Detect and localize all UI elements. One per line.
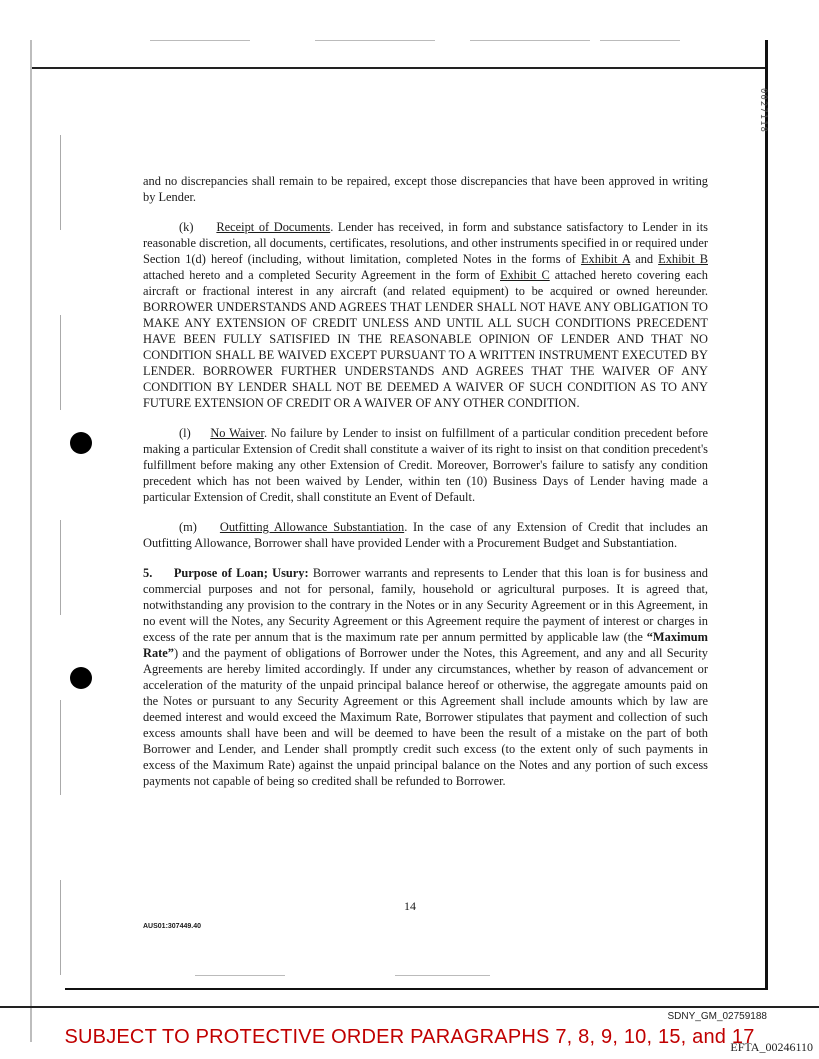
page-number: 14 bbox=[404, 899, 416, 913]
scan-artifact bbox=[60, 315, 61, 410]
scan-artifact bbox=[315, 40, 435, 41]
efta-id: EFTA_00246110 bbox=[730, 1040, 813, 1054]
scan-border-bottom bbox=[65, 988, 765, 990]
document-body bbox=[143, 173, 708, 803]
scan-border-right bbox=[765, 40, 768, 990]
scan-artifact bbox=[600, 40, 680, 41]
k-and: and bbox=[630, 252, 659, 266]
scan-border-left bbox=[30, 40, 32, 1042]
scan-artifact bbox=[60, 880, 61, 975]
protective-order-notice: SUBJECT TO PROTECTIVE ORDER PARAGRAPHS 7, 8, 9, 10, 15, and 17 bbox=[64, 1026, 755, 1048]
exhibit-b-ref: Exhibit B bbox=[658, 252, 708, 266]
punch-hole bbox=[70, 667, 92, 689]
maximum-rate-term: “Maximum Rate” bbox=[143, 630, 708, 660]
k-text-3: attached hereto covering each aircraft or fractional interest in any aircraft (and related equipment) to be acquired or owned hereunder. BORROWER UNDERSTANDS AND AGREES THAT LENDER SHALL NOT HAVE ANY OBLIGATION TO MAKE ANY EXTENSION OF CREDIT UNLESS AND UNTIL ALL SUCH CONDITIONS PRECEDENT HAVE BEEN FULLY SATISFIED IN THE REASONABLE OPINION OF LENDER AND THAT NO CONDITION SHALL BE WAIVED EXCEPT PURSUANT TO A WRITTEN INSTRUMENT EXECUTED BY LENDER. BORROWER FURTHER UNDERSTANDS AND AGREES THAT THE WAIVER OF ANY CONDITION BY LENDER SHALL NOT BE DEEMED A WAIVER OF SUCH CONDITION AS TO ANY FUTURE EXTENSION OF CREDIT OR A WAIVER OF ANY OTHER CONDITION. bbox=[143, 268, 708, 410]
page-divider bbox=[0, 1006, 819, 1008]
section-5-number: 5. bbox=[143, 566, 153, 580]
document-id: AUS01:307449.40 bbox=[143, 923, 201, 930]
intro-text: and no discrepancies shall remain to be repaired, except those discrepancies that have been approved in writing by Lender. bbox=[143, 174, 708, 204]
k-text: . Lender has received, in form and substance satisfactory to Lender in its reasonable discretion, all documents, certificates, resolutions, and other instruments specified in or required under Section 1(d) hereof (including, without limitation, completed Notes in the forms of bbox=[143, 220, 708, 266]
l-label: (l) bbox=[179, 426, 191, 440]
section-5-title: Purpose of Loan; Usury: bbox=[173, 566, 309, 580]
vertical-bates-stamp: 0027118 bbox=[758, 88, 768, 133]
scan-artifact bbox=[60, 520, 61, 615]
punch-hole bbox=[70, 432, 92, 454]
scan-artifact bbox=[195, 975, 285, 976]
m-text: . In the case of any Extension of Credit that includes an Outfitting Allowance, Borrower shall have provided Lender with a Procurement Budget and Substantiation. bbox=[143, 520, 708, 550]
k-title: Receipt of Documents bbox=[216, 220, 331, 234]
paragraph-l bbox=[143, 425, 708, 505]
scan-border-top bbox=[32, 67, 767, 69]
section-5-text: Borrower warrants and represents to Lender that this loan is for business and commercial purposes and not for personal, family, household or agricultural purposes. It is agreed that, notwithstanding any provision to the contrary in the Notes or in any Security Agreement or in this Agreement, in no event will the Notes, any Security Agreement or this Agreement require the payment of interest or charges in excess of the rate per annum that is the maximum rate per annum permitted by applicable law (the bbox=[143, 566, 708, 644]
paragraph-k bbox=[143, 219, 708, 411]
scan-artifact bbox=[395, 975, 490, 976]
k-text-2: attached hereto and a completed Security Agreement in the form of bbox=[143, 268, 500, 282]
scan-artifact bbox=[60, 700, 61, 795]
scan-artifact bbox=[150, 40, 250, 41]
paragraph-m bbox=[143, 519, 708, 551]
l-title: No Waiver bbox=[210, 426, 264, 440]
paragraph-intro bbox=[143, 173, 708, 205]
exhibit-c-ref: Exhibit C bbox=[500, 268, 550, 282]
m-label: (m) bbox=[179, 520, 197, 534]
scan-artifact bbox=[470, 40, 590, 41]
scan-artifact bbox=[60, 135, 61, 230]
exhibit-a-ref: Exhibit A bbox=[580, 252, 631, 266]
section-5-text-2: ) and the payment of obligations of Borrower under the Notes, this Agreement, and any and all Security Agreements are hereby limited accordingly. If under any circumstances, whether by reason of advancement or acceleration of the maturity of the unpaid principal balance hereof or otherwise, the aggregate amounts paid on the Notes or pursuant to any Security Agreement or this Agreement shall include amounts which by law are deemed interest and would exceed the Maximum Rate, Borrower stipulates that payment and collection of such excess amounts shall have been and will be deemed to have been the result of a mistake on the part of both Borrower and Lender, and Lender shall promptly credit such excess (to the extent only of such payments in excess of the Maximum Rate) against the unpaid principal balance on the Notes and any portion of such excess payments not capable of being so credited shall be refunded to Borrower. bbox=[143, 646, 708, 788]
k-label: (k) bbox=[179, 220, 194, 234]
sdny-bates-stamp: SDNY_GM_02759188 bbox=[667, 1011, 767, 1022]
section-5 bbox=[143, 565, 708, 789]
m-title: Outfitting Allowance Substantiation bbox=[219, 520, 405, 534]
l-text: . No failure by Lender to insist on fulfillment of a particular condition precedent before making a particular Extension of Credit shall constitute a waiver of its right to insist on that condition precedent's fulfillment before making any other Extension of Credit. Moreover, Borrower's failure to satisfy any condition precedent which has not been waived by Lender, within ten (10) Business Days of Lender having made a particular Extension of Credit, shall constitute an Event of Default. bbox=[143, 426, 708, 504]
